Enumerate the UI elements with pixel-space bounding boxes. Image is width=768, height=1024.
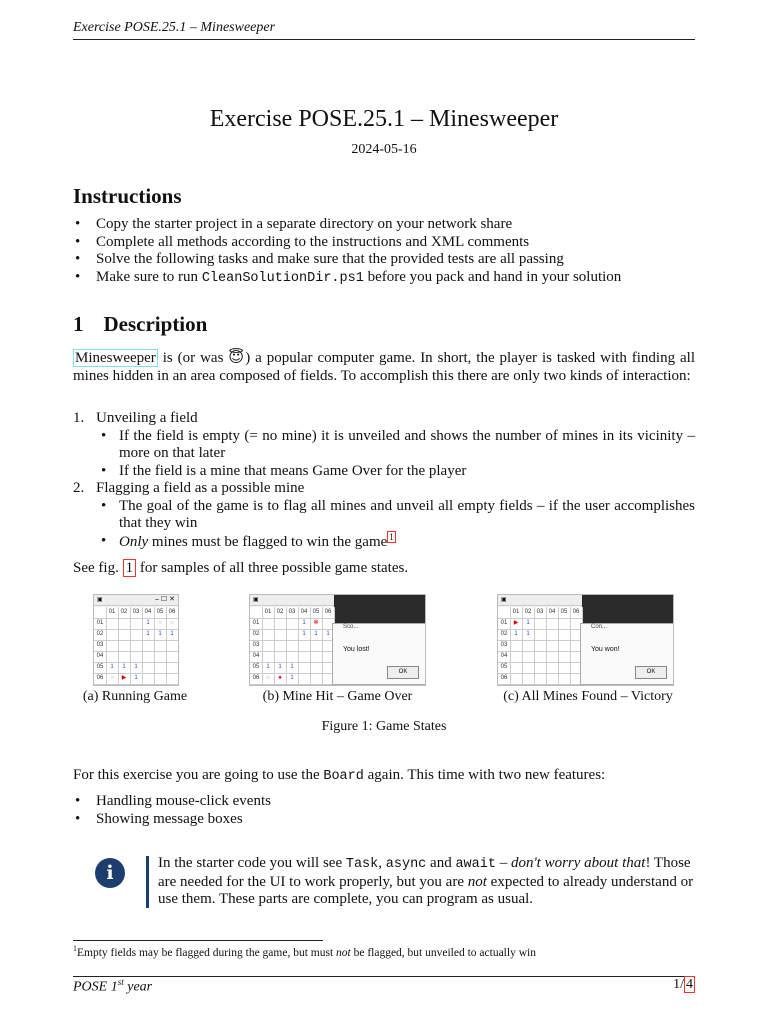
board-cell: 06 (498, 673, 511, 685)
board-cell: ○ (106, 673, 119, 685)
footnote-ref[interactable]: 1 (389, 531, 394, 542)
minesweeper-link[interactable]: Minesweeper (75, 350, 156, 366)
message-box-lost (332, 623, 426, 685)
board-cell: 02 (274, 607, 287, 619)
board-cell: ○ (154, 618, 167, 630)
board-cell: 05 (498, 662, 511, 674)
board-cell: 06 (570, 607, 583, 619)
subfigure-caption-b: (b) Mine Hit – Game Over (262, 689, 413, 704)
board-cell: ○ (166, 618, 179, 630)
board-window (498, 595, 582, 685)
board-cell: 05 (154, 607, 167, 619)
board-cell: 04 (298, 607, 311, 619)
footer-rule (73, 976, 695, 977)
board-cell: 1 (522, 618, 535, 630)
instruction-item: • Make sure to run CleanSolutionDir.ps1 before you pack and hand in your solution (73, 269, 695, 288)
board-cell: 04 (142, 607, 155, 619)
code-board: Board (323, 769, 364, 784)
screenshot-victory (497, 594, 674, 686)
window-controls-icon: – ☐ ✕ (155, 596, 175, 603)
step-item: 2. Flagging a field as a possible mine • The goal of the game is to flag all mines and unveil all empty fields – if the user accomplishes that they win • Only mines must be flagged to win the game $^1$ (73, 480, 695, 551)
dialog-message: You won! (591, 646, 620, 653)
board-cell: 1 (142, 629, 155, 641)
screenshot-game-over (249, 594, 426, 686)
screenshot-running-game (93, 594, 179, 686)
document-date: 2024-05-16 (351, 142, 417, 157)
board-cell: 03 (534, 607, 547, 619)
instructions-list (73, 216, 695, 287)
instruction-item: • Solve the following tasks and make sure that the provided tests are all passing (73, 251, 695, 269)
board-cell: 02 (118, 607, 131, 619)
app-icon: ▣ (253, 597, 259, 603)
dialog-message: You lost! (343, 646, 370, 653)
board-cell: 1 (106, 662, 119, 674)
board-cell: 1 (166, 629, 179, 641)
total-pages-link[interactable]: 4 (686, 977, 693, 992)
board-cell: 1 (274, 662, 287, 674)
step-subitem: • If the field is empty (= no mine) it is unveiled and shows the number of mines in its vicinity – more on that later (96, 428, 695, 463)
window-titlebar (94, 595, 178, 606)
message-box-won (580, 623, 674, 685)
board-grid (94, 607, 178, 685)
step-sublist (96, 498, 695, 552)
info-icon: i (95, 858, 125, 888)
exercise-intro: For this exercise you are going to use the Board again. This time with two new features: (73, 767, 606, 784)
board-cell: 1 (298, 629, 311, 641)
board-cell: ▶ (118, 673, 131, 685)
ok-button[interactable]: OK (387, 666, 419, 679)
board-cell: 1 (298, 618, 311, 630)
step-subitem: • The goal of the game is to flag all mines and unveil all empty fields – if the user accomplishes that they win (96, 498, 695, 533)
instructions-heading: Instructions (73, 184, 182, 208)
dialog-title: Con... (591, 624, 608, 630)
app-icon: ▣ (97, 597, 103, 603)
board-cell: 1 (286, 662, 299, 674)
step-subitem: • If the field is a mine that means Game Over for the player (96, 463, 695, 481)
document-title: Exercise POSE.25.1 – Minesweeper (209, 106, 559, 132)
page-number: 1/ 4 (673, 977, 693, 992)
running-header: Exercise POSE.25.1 – Minesweeper (73, 20, 276, 35)
board-cell: 01 (498, 618, 511, 630)
board-cell: 1 (262, 662, 275, 674)
board-cell: 05 (250, 662, 263, 674)
board-cell: 05 (94, 662, 107, 674)
step-subitem: • Only mines must be flagged to win the game $^1$ (96, 533, 695, 552)
board-cell: 04 (250, 651, 263, 663)
board-cell: 05 (310, 607, 323, 619)
board-cell: 1 (130, 673, 143, 685)
board-cell: 01 (262, 607, 275, 619)
board-cell: 01 (106, 607, 119, 619)
board-cell: 04 (498, 651, 511, 663)
board-cell: 1 (142, 618, 155, 630)
board-cell: 1 (310, 629, 323, 641)
board-window (250, 595, 334, 685)
board-cell: 1 (286, 673, 299, 685)
board-cell (166, 673, 179, 685)
board-cell: 03 (286, 607, 299, 619)
board-cell: 01 (250, 618, 263, 630)
board-cell: 06 (250, 673, 263, 685)
note-bar (146, 856, 149, 908)
board-grid (498, 607, 582, 685)
board-cell: 03 (94, 640, 107, 652)
board-cell: 04 (546, 607, 559, 619)
interaction-list (73, 410, 695, 551)
subfigure-caption-a: (a) Running Game (82, 689, 188, 704)
board-cell: 1 (510, 629, 523, 641)
description-heading: 1 Description (73, 312, 208, 336)
board-cell: 1 (522, 629, 535, 641)
instruction-item: • Complete all methods according to the instructions and XML comments (73, 234, 695, 252)
dialog-title: Sco... (343, 624, 359, 630)
footer-course: POSE 1st year (73, 977, 153, 995)
window-titlebar (498, 595, 582, 606)
code-clean-script: CleanSolutionDir.ps1 (201, 270, 364, 286)
board-cell: ● (274, 673, 287, 685)
board-cell: 03 (498, 640, 511, 652)
board-cell: 1 (130, 662, 143, 674)
board-cell: ✻ (310, 618, 323, 630)
feature-item: • Showing message boxes (73, 811, 695, 829)
figure-caption: Figure 1: Game States (321, 719, 447, 734)
board-cell: 06 (94, 673, 107, 685)
board-cell: 03 (130, 607, 143, 619)
note-text: In the starter code you will see Task, async and await – don't worry about that! Those are needed for the UI to work properly, but you are not expected to already understand or use them. These parts are complete, you can program as usual. (158, 855, 694, 907)
board-cell: 02 (250, 629, 263, 641)
subfigure-caption-c: (c) All Mines Found – Victory (503, 689, 673, 704)
board-cell: 03 (250, 640, 263, 652)
description-intro: Minesweeper is (or was 😇) a popular computer game. In short, the player is tasked with finding all mines hidden in an area composed of fields. To accomplish this there are only two kinds of interaction: (73, 348, 696, 384)
board-cell: 04 (94, 651, 107, 663)
board-cell: 02 (94, 629, 107, 641)
board-cell: 06 (166, 607, 179, 619)
board-cell: 01 (510, 607, 523, 619)
figure-ref-link[interactable]: 1 (123, 559, 137, 577)
board-cell: 01 (94, 618, 107, 630)
feature-item: • Handling mouse-click events (73, 793, 695, 811)
footnote-rule (73, 940, 323, 941)
board-cell: ▶ (510, 618, 523, 630)
app-icon: ▣ (501, 597, 507, 603)
halo-face-icon: 😇 (228, 348, 246, 366)
instruction-item: • Copy the starter project in a separate directory on your network share (73, 216, 695, 234)
footnote: $^1$Empty fields may be flagged during the game, but must not be flagged, but unveiled to actually win (73, 944, 536, 959)
board-grid (250, 607, 334, 685)
board-cell: 05 (558, 607, 571, 619)
board-cell: 1 (118, 662, 131, 674)
header-rule (73, 39, 695, 40)
ok-button[interactable]: OK (635, 666, 667, 679)
board-cell: 1 (154, 629, 167, 641)
window-titlebar (250, 595, 334, 606)
figure-reference-line: See fig. 1 for samples of all three possible game states. (73, 560, 409, 576)
step-item: 1. Unveiling a field • If the field is empty (= no mine) it is unveiled and shows the number of mines in its vicinity – more on that later • If the field is a mine that means Game Over for the player (73, 410, 695, 480)
features-list (73, 793, 695, 828)
board-cell: 02 (522, 607, 535, 619)
board-cell: ○ (262, 673, 275, 685)
board-cell: 06 (322, 607, 335, 619)
board-cell: 1 (322, 629, 335, 641)
step-sublist (96, 428, 695, 481)
board-cell: 02 (498, 629, 511, 641)
